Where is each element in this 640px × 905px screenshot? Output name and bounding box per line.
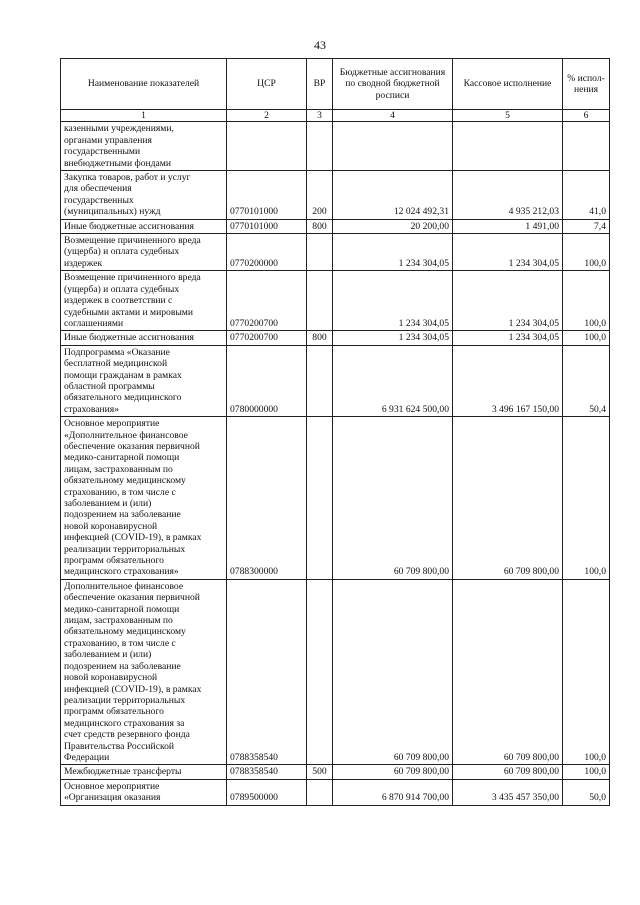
row-name-cell: Межбюджетные трансферты	[61, 765, 227, 779]
row-percent-cell: 100,0	[563, 417, 610, 580]
row-percent-cell: 100,0	[563, 579, 610, 765]
row-name-cell: Подпрограмма «Оказание бесплатной медицинской помощи гражданам в рамках областной программы обязательного медицинского страхования»	[61, 345, 227, 416]
row-csr-cell: 0788358540	[227, 579, 307, 765]
row-csr-cell	[227, 122, 307, 171]
row-budget-cell: 6 931 624 500,00	[333, 345, 453, 416]
row-percent-cell: 41,0	[563, 171, 610, 220]
row-cash-cell: 1 234 304,05	[453, 234, 563, 271]
column-header-name: Наименование показателей	[61, 59, 227, 110]
row-name-cell: Иные бюджетные ассигнования	[61, 219, 227, 233]
row-budget-cell: 12 024 492,31	[333, 171, 453, 220]
row-cash-cell: 60 709 800,00	[453, 417, 563, 580]
row-cash-cell: 3 435 457 350,00	[453, 779, 563, 805]
row-percent-cell: 50,4	[563, 345, 610, 416]
table-row	[61, 122, 610, 171]
row-name-cell: Иные бюджетные ассигнования	[61, 331, 227, 345]
row-budget-cell: 20 200,00	[333, 219, 453, 233]
row-cash-cell	[453, 122, 563, 171]
row-csr-cell: 0770101000	[227, 219, 307, 233]
row-csr-cell: 0770200700	[227, 271, 307, 331]
row-vr-cell	[307, 122, 333, 171]
row-csr-cell: 0789500000	[227, 779, 307, 805]
row-vr-cell	[307, 271, 333, 331]
row-name-cell: казенными учреждениями, органами управления государственными внебюджетными фондами	[61, 122, 227, 171]
table-row	[61, 171, 610, 220]
row-cash-cell: 4 935 212,03	[453, 171, 563, 220]
row-vr-cell	[307, 345, 333, 416]
row-cash-cell: 1 234 304,05	[453, 271, 563, 331]
table-row	[61, 331, 610, 345]
row-csr-cell: 0780000000	[227, 345, 307, 416]
row-cash-cell: 1 491,00	[453, 219, 563, 233]
column-number: 5	[453, 110, 563, 122]
row-vr-cell: 800	[307, 331, 333, 345]
row-vr-cell	[307, 779, 333, 805]
table-row	[61, 219, 610, 233]
page-number: 43	[314, 38, 326, 52]
row-percent-cell: 100,0	[563, 234, 610, 271]
table-row	[61, 345, 610, 416]
row-cash-cell: 60 709 800,00	[453, 579, 563, 765]
row-budget-cell: 1 234 304,05	[333, 271, 453, 331]
row-vr-cell	[307, 417, 333, 580]
row-budget-cell: 60 709 800,00	[333, 579, 453, 765]
column-header-cash: Кассовое исполнение	[453, 59, 563, 110]
row-vr-cell	[307, 234, 333, 271]
column-number-row	[61, 110, 610, 122]
table-row	[61, 234, 610, 271]
row-budget-cell: 60 709 800,00	[333, 417, 453, 580]
row-vr-cell: 800	[307, 219, 333, 233]
row-csr-cell: 0770200700	[227, 331, 307, 345]
table-row	[61, 579, 610, 765]
row-vr-cell: 500	[307, 765, 333, 779]
row-csr-cell: 0788358540	[227, 765, 307, 779]
row-percent-cell: 100,0	[563, 765, 610, 779]
table-row	[61, 417, 610, 580]
row-vr-cell	[307, 579, 333, 765]
row-name-cell: Основное мероприятие «Организация оказания	[61, 779, 227, 805]
column-number: 6	[563, 110, 610, 122]
row-vr-cell: 200	[307, 171, 333, 220]
row-budget-cell	[333, 122, 453, 171]
row-budget-cell: 1 234 304,05	[333, 331, 453, 345]
row-percent-cell: 100,0	[563, 331, 610, 345]
row-name-cell: Возмещение причиненного вреда (ущерба) и оплата судебных издержек в соответствии с судебными актами и мировыми соглашениями	[61, 271, 227, 331]
row-budget-cell: 60 709 800,00	[333, 765, 453, 779]
row-name-cell: Основное мероприятие «Дополнительное финансовое обеспечение оказания первичной медико-санитарной помощи лицам, застрахованным по обязательному медицинскому страхованию, в том числе с заболеванием и (или) подозрением на заболевание новой коронавирусной инфекцией (COVID-19), в рамках реализации территориальных программ обязательного медицинского страхования»	[61, 417, 227, 580]
column-number: 1	[61, 110, 227, 122]
row-percent-cell: 50,0	[563, 779, 610, 805]
row-csr-cell: 0770200000	[227, 234, 307, 271]
row-percent-cell	[563, 122, 610, 171]
row-csr-cell: 0770101000	[227, 171, 307, 220]
row-name-cell: Возмещение причиненного вреда (ущерба) и оплата судебных издержек	[61, 234, 227, 271]
row-name-cell: Закупка товаров, работ и услуг для обеспечения государственных (муниципальных) нужд	[61, 171, 227, 220]
table-header-row	[61, 59, 610, 110]
row-cash-cell: 60 709 800,00	[453, 765, 563, 779]
column-header-budget: Бюджетные ассигнования по сводной бюджетной росписи	[333, 59, 453, 110]
column-number: 4	[333, 110, 453, 122]
row-budget-cell: 6 870 914 700,00	[333, 779, 453, 805]
row-percent-cell: 100,0	[563, 271, 610, 331]
table-row	[61, 271, 610, 331]
column-header-percent: % испол-нения	[563, 59, 610, 110]
row-cash-cell: 3 496 167 150,00	[453, 345, 563, 416]
row-cash-cell: 1 234 304,05	[453, 331, 563, 345]
table-row	[61, 765, 610, 779]
row-percent-cell: 7,4	[563, 219, 610, 233]
table-row	[61, 779, 610, 805]
column-header-vr: ВР	[307, 59, 333, 110]
row-name-cell: Дополнительное финансовое обеспечение оказания первичной медико-санитарной помощи лицам, застрахованным по обязательному медицинскому страхованию, в том числе с заболеванием и (или) подозрением на заболевание новой коронавирусной инфекцией (COVID-19), в рамках реализации территориальных программ обязательного медицинского страхования за счет средств резервного фонда Правительства Российской Федерации	[61, 579, 227, 765]
column-number: 3	[307, 110, 333, 122]
budget-execution-table	[60, 58, 610, 806]
column-number: 2	[227, 110, 307, 122]
row-csr-cell: 0788300000	[227, 417, 307, 580]
row-budget-cell: 1 234 304,05	[333, 234, 453, 271]
column-header-csr: ЦСР	[227, 59, 307, 110]
